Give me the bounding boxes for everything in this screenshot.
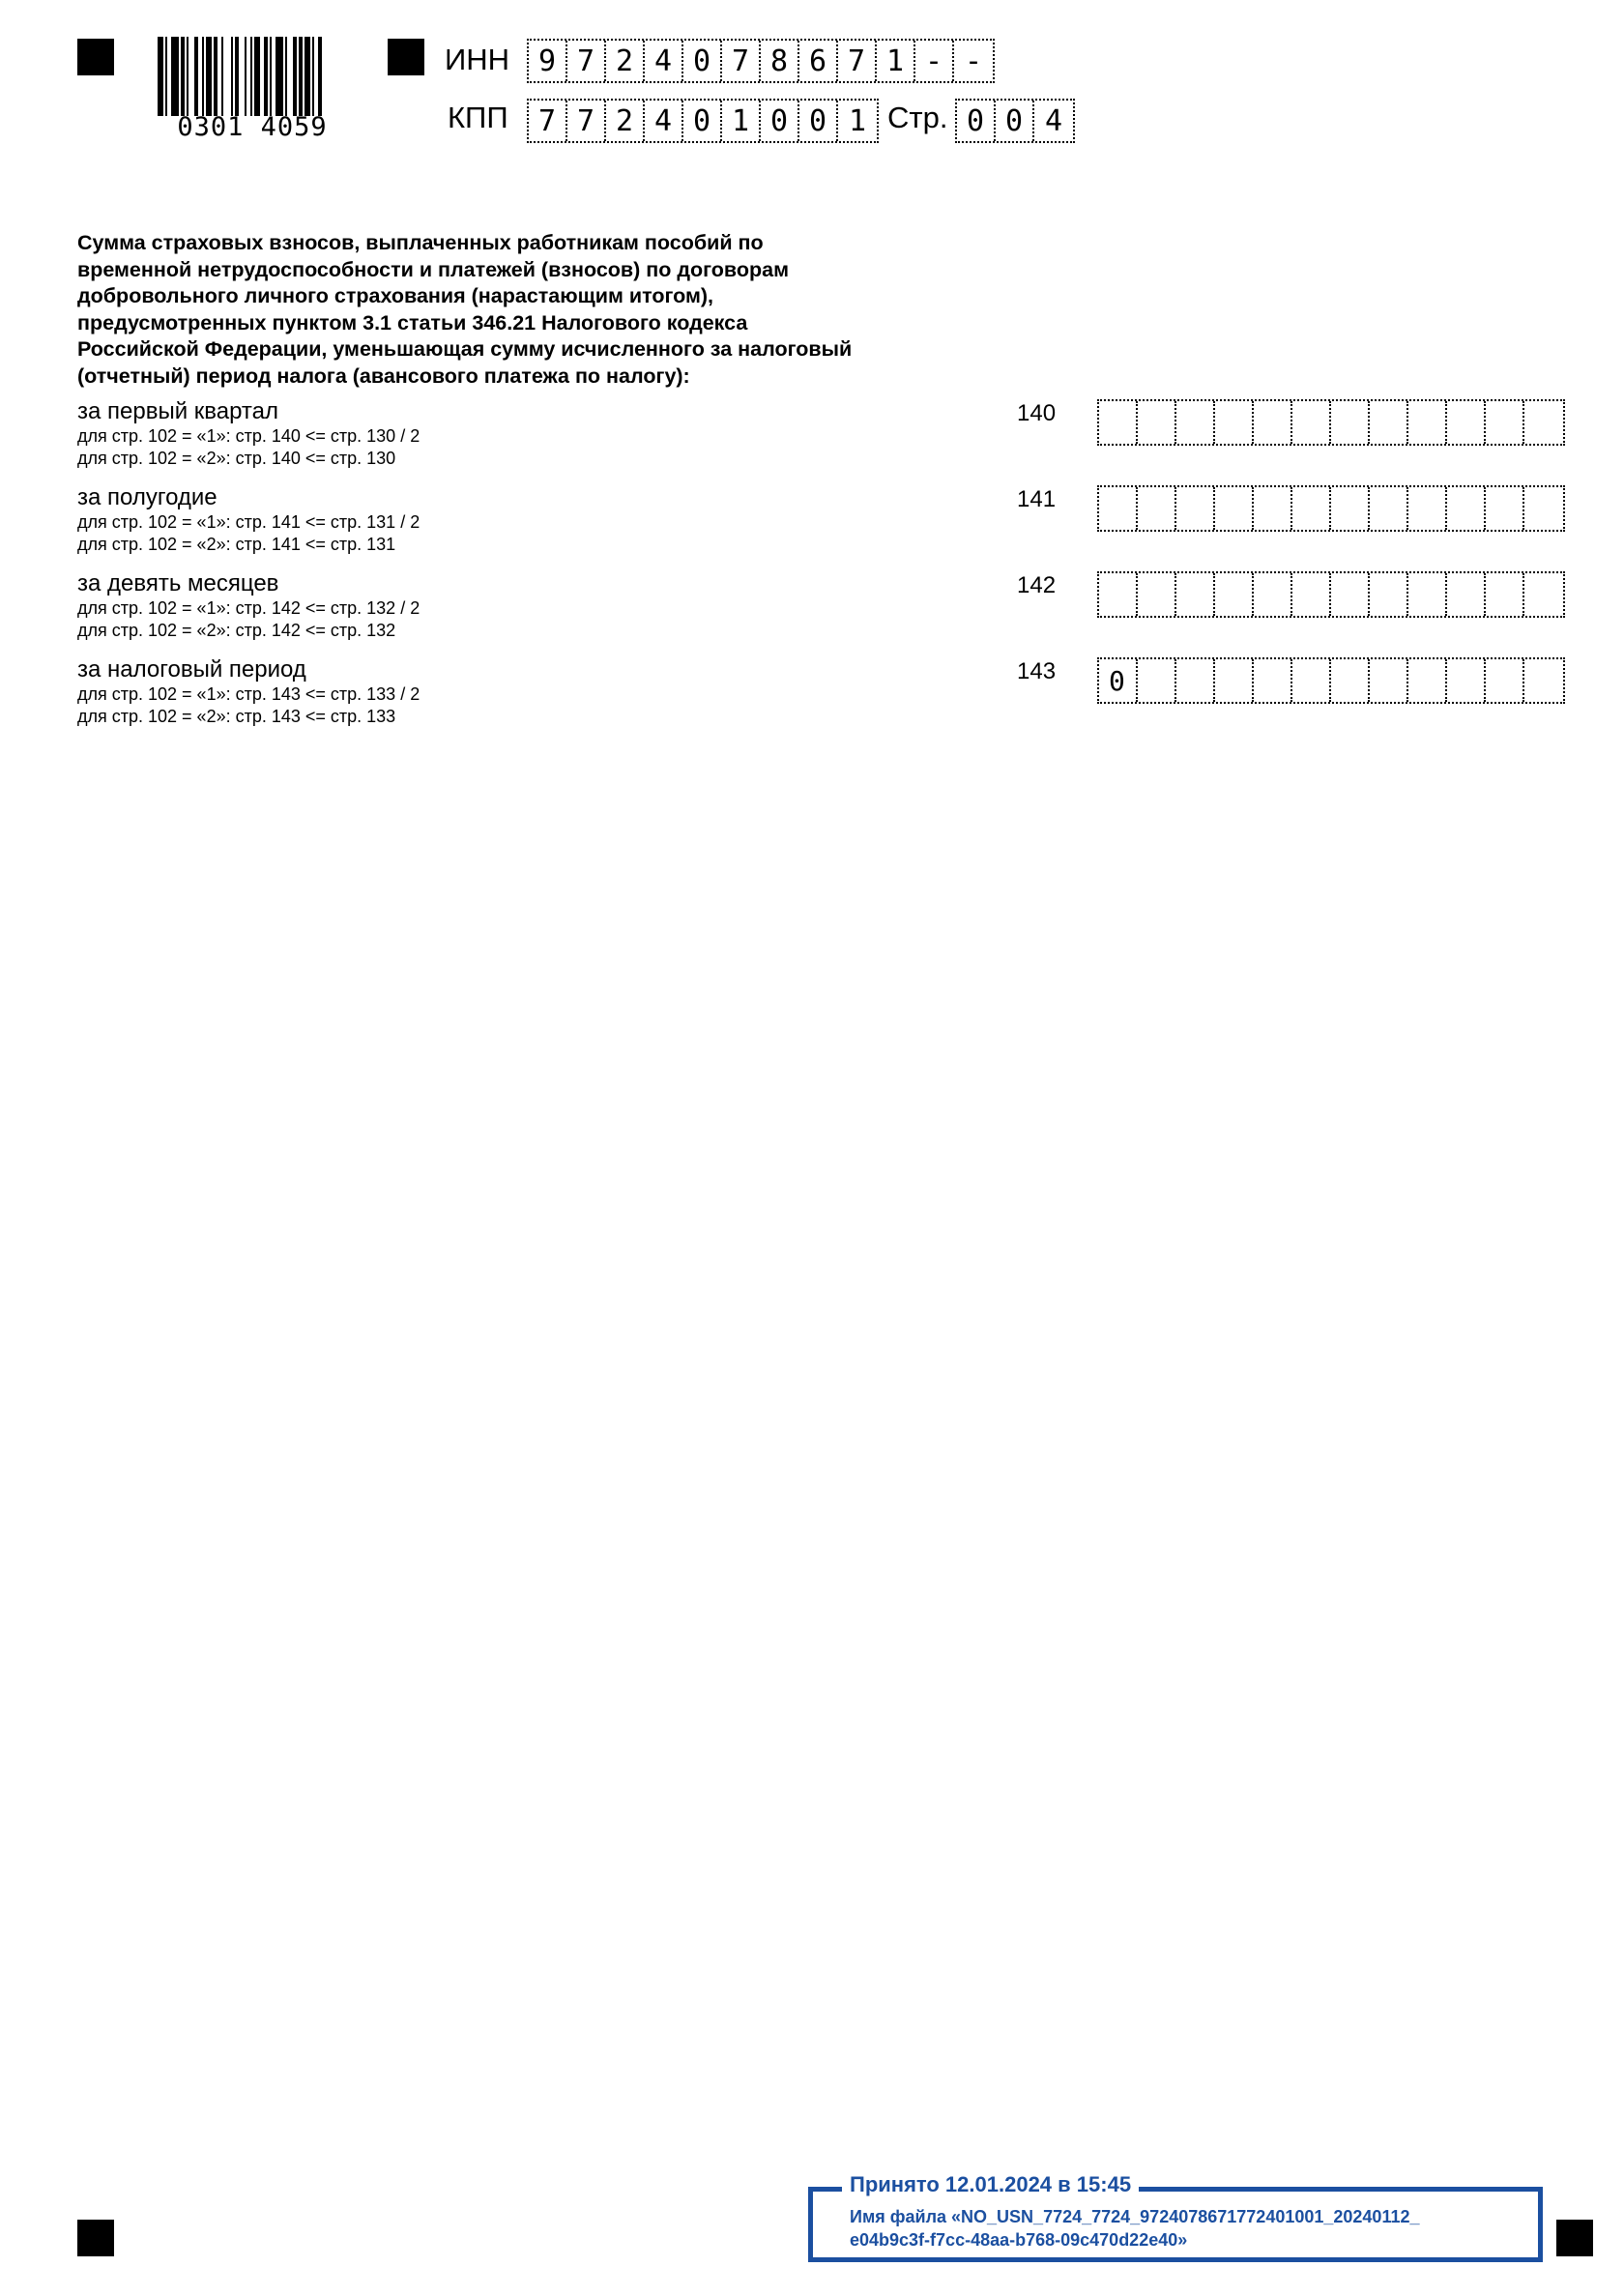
kpp-char-cell[interactable]: 4 (645, 101, 683, 141)
amount-digit-cell[interactable] (1254, 659, 1292, 702)
barcode-bar (270, 37, 272, 116)
amount-digit-cell[interactable] (1138, 659, 1176, 702)
amount-digit-cell[interactable] (1408, 487, 1447, 530)
page-char-cell[interactable]: 4 (1044, 103, 1063, 138)
barcode-bar (165, 37, 167, 116)
heading-line: Сумма страховых взносов, выплаченных работникам пособий по (77, 231, 764, 254)
amount-digit-cell[interactable] (1524, 401, 1563, 444)
barcode-bars (158, 37, 347, 116)
amount-digit-cell[interactable]: 0 (1099, 659, 1138, 702)
inn-char-cell[interactable]: 8 (761, 41, 799, 81)
heading-line: добровольного личного страхования (нарастающим итогом), (77, 284, 714, 307)
corner-marker-bottom-right (1556, 2220, 1593, 2256)
amount-digit-cell[interactable] (1176, 573, 1215, 616)
barcode-bar (312, 37, 314, 116)
kpp-field[interactable] (527, 99, 879, 143)
kpp-char-cell[interactable]: 7 (529, 101, 567, 141)
barcode-bar (231, 37, 233, 116)
amount-digit-cell[interactable] (1099, 401, 1138, 444)
amount-digit-cell[interactable] (1215, 659, 1254, 702)
amount-field-141[interactable] (1097, 485, 1565, 532)
inn-char-cell[interactable]: 1 (877, 41, 915, 81)
stamp-file-line: Имя файла «NO_USN_7724_7724_9724078671772401001_20240112_ (850, 2207, 1420, 2226)
amount-digit-cell[interactable] (1408, 401, 1447, 444)
amount-digit-cell[interactable] (1254, 573, 1292, 616)
amount-digit-cell[interactable] (1215, 401, 1254, 444)
amount-digit-cell[interactable] (1447, 487, 1486, 530)
corner-marker-top-left (77, 39, 114, 75)
page-number-field[interactable] (955, 99, 1075, 143)
inn-label: ИНН (445, 43, 510, 76)
barcode-bar (250, 37, 252, 116)
kpp-char-cell[interactable]: 1 (848, 103, 867, 138)
barcode-bar (221, 37, 223, 116)
line-code-140: 140 (1017, 400, 1057, 426)
section-heading (77, 230, 928, 390)
inn-char-cell[interactable]: 0 (683, 41, 722, 81)
amount-digit-cell[interactable] (1331, 573, 1370, 616)
barcode (158, 37, 347, 141)
amount-digit-cell[interactable] (1254, 487, 1292, 530)
row-note: для стр. 102 = «2»: стр. 142 <= стр. 132 (77, 620, 396, 640)
acceptance-stamp (808, 2172, 1543, 2262)
barcode-bar (187, 37, 188, 116)
kpp-label: КПП (448, 101, 508, 134)
amount-digit-cell[interactable] (1138, 401, 1176, 444)
amount-digit-cell[interactable] (1176, 401, 1215, 444)
page-char-cell[interactable]: 0 (996, 101, 1034, 141)
line-141-description (77, 484, 420, 555)
inn-char-cell[interactable]: - (964, 44, 983, 78)
inn-char-cell[interactable]: 6 (799, 41, 838, 81)
amount-digit-cell[interactable] (1099, 573, 1138, 616)
amount-digit-cell[interactable] (1370, 401, 1408, 444)
line-143-description (77, 656, 420, 727)
heading-line: предусмотренных пунктом 3.1 статьи 346.21 Налогового кодекса (77, 310, 748, 334)
barcode-bar (202, 37, 204, 116)
barcode-bar (299, 37, 303, 116)
amount-digit-cell[interactable] (1524, 573, 1563, 616)
kpp-char-cell[interactable]: 2 (606, 101, 645, 141)
amount-field-140[interactable] (1097, 399, 1565, 446)
amount-digit-cell[interactable] (1215, 487, 1254, 530)
inn-char-cell[interactable]: 7 (838, 41, 877, 81)
line-142-description (77, 570, 420, 641)
amount-digit-cell[interactable] (1524, 659, 1563, 702)
amount-digit-cell[interactable] (1370, 659, 1408, 702)
amount-digit-cell[interactable] (1292, 659, 1331, 702)
kpp-char-cell[interactable]: 0 (683, 101, 722, 141)
inn-char-cell[interactable]: 4 (645, 41, 683, 81)
barcode-bar (318, 37, 322, 116)
kpp-char-cell[interactable]: 1 (722, 101, 761, 141)
amount-digit-cell[interactable] (1447, 659, 1486, 702)
stamp-title: Принято 12.01.2024 в 15:45 (842, 2171, 1139, 2198)
amount-field-143[interactable] (1097, 657, 1565, 704)
amount-digit-cell[interactable] (1138, 487, 1176, 530)
amount-digit-cell[interactable] (1176, 487, 1215, 530)
row-title: за налоговый период (77, 656, 306, 683)
barcode-bar (276, 37, 283, 116)
barcode-bar (285, 37, 287, 116)
barcode-bar (245, 37, 246, 116)
amount-digit-cell[interactable] (1331, 659, 1370, 702)
barcode-bar (254, 37, 260, 116)
barcode-bar (181, 37, 185, 116)
amount-digit-cell[interactable] (1486, 659, 1524, 702)
row-title: за полугодие (77, 484, 218, 510)
row-note: для стр. 102 = «1»: стр. 141 <= стр. 131 / 2 (77, 512, 420, 532)
kpp-char-cell[interactable]: 0 (799, 101, 838, 141)
page-label: Стр. (887, 101, 948, 134)
row-note: для стр. 102 = «1»: стр. 140 <= стр. 130 / 2 (77, 426, 420, 446)
amount-digit-cell[interactable] (1370, 573, 1408, 616)
amount-digit-cell[interactable] (1215, 573, 1254, 616)
inn-char-cell[interactable]: 2 (606, 41, 645, 81)
heading-line: (отчетный) период налога (авансового платежа по налогу): (77, 363, 690, 388)
amount-digit-cell[interactable] (1138, 573, 1176, 616)
line-code-141: 141 (1017, 486, 1057, 512)
barcode-number: 0301 4059 (177, 112, 328, 142)
amount-digit-cell[interactable] (1254, 401, 1292, 444)
amount-digit-cell[interactable] (1292, 401, 1331, 444)
amount-digit-cell[interactable] (1331, 487, 1370, 530)
amount-digit-cell[interactable] (1486, 401, 1524, 444)
row-note: для стр. 102 = «2»: стр. 140 <= стр. 130 (77, 448, 396, 468)
row-title: за первый квартал (77, 398, 279, 424)
barcode-bar (304, 37, 310, 116)
corner-marker-top-mid (388, 39, 424, 75)
line-code-143: 143 (1017, 658, 1057, 684)
barcode-bar (206, 37, 212, 116)
row-note: для стр. 102 = «2»: стр. 141 <= стр. 131 (77, 534, 396, 554)
barcode-bar (235, 37, 239, 116)
amount-digit-cell[interactable] (1447, 573, 1486, 616)
amount-digit-cell[interactable] (1099, 487, 1138, 530)
amount-digit-cell[interactable] (1447, 401, 1486, 444)
inn-char-cell[interactable]: 9 (529, 41, 567, 81)
barcode-bar (194, 37, 198, 116)
amount-digit-cell[interactable] (1486, 573, 1524, 616)
row-note: для стр. 102 = «1»: стр. 143 <= стр. 133 / 2 (77, 684, 420, 704)
row-title: за девять месяцев (77, 570, 279, 596)
amount-digit-cell[interactable] (1408, 659, 1447, 702)
kpp-char-cell[interactable]: 7 (567, 101, 606, 141)
amount-digit-cell[interactable] (1176, 659, 1215, 702)
inn-char-cell[interactable]: 7 (722, 41, 761, 81)
barcode-bar (293, 37, 297, 116)
barcode-bar (264, 37, 268, 116)
corner-marker-bottom-left (77, 2220, 114, 2256)
heading-line: временной нетрудоспособности и платежей (взносов) по договорам (77, 257, 789, 281)
line-code-142: 142 (1017, 572, 1057, 598)
amount-digit-cell[interactable] (1292, 573, 1331, 616)
stamp-file-line: e04b9c3f-f7cc-48aa-b768-09c470d22e40» (850, 2230, 1188, 2250)
amount-digit-cell[interactable] (1292, 487, 1331, 530)
amount-digit-cell[interactable] (1331, 401, 1370, 444)
barcode-bar (158, 37, 163, 116)
page-char-cell[interactable]: 0 (957, 101, 996, 141)
kpp-char-cell[interactable]: 0 (761, 101, 799, 141)
barcode-bar (214, 37, 218, 116)
stamp-file-name (850, 2205, 1526, 2252)
barcode-bar (171, 37, 179, 116)
amount-digit-cell[interactable] (1408, 573, 1447, 616)
amount-digit-cell[interactable] (1370, 487, 1408, 530)
row-note: для стр. 102 = «1»: стр. 142 <= стр. 132 / 2 (77, 598, 420, 618)
inn-field[interactable] (527, 39, 995, 83)
heading-line: Российской Федерации, уменьшающая сумму исчисленного за налоговый (77, 337, 853, 361)
line-140-description (77, 398, 420, 469)
row-note: для стр. 102 = «2»: стр. 143 <= стр. 133 (77, 706, 396, 726)
amount-field-142[interactable] (1097, 571, 1565, 618)
inn-char-cell[interactable]: - (915, 41, 954, 81)
amount-digit-cell[interactable] (1486, 487, 1524, 530)
amount-digit-cell[interactable] (1524, 487, 1563, 530)
inn-char-cell[interactable]: 7 (567, 41, 606, 81)
